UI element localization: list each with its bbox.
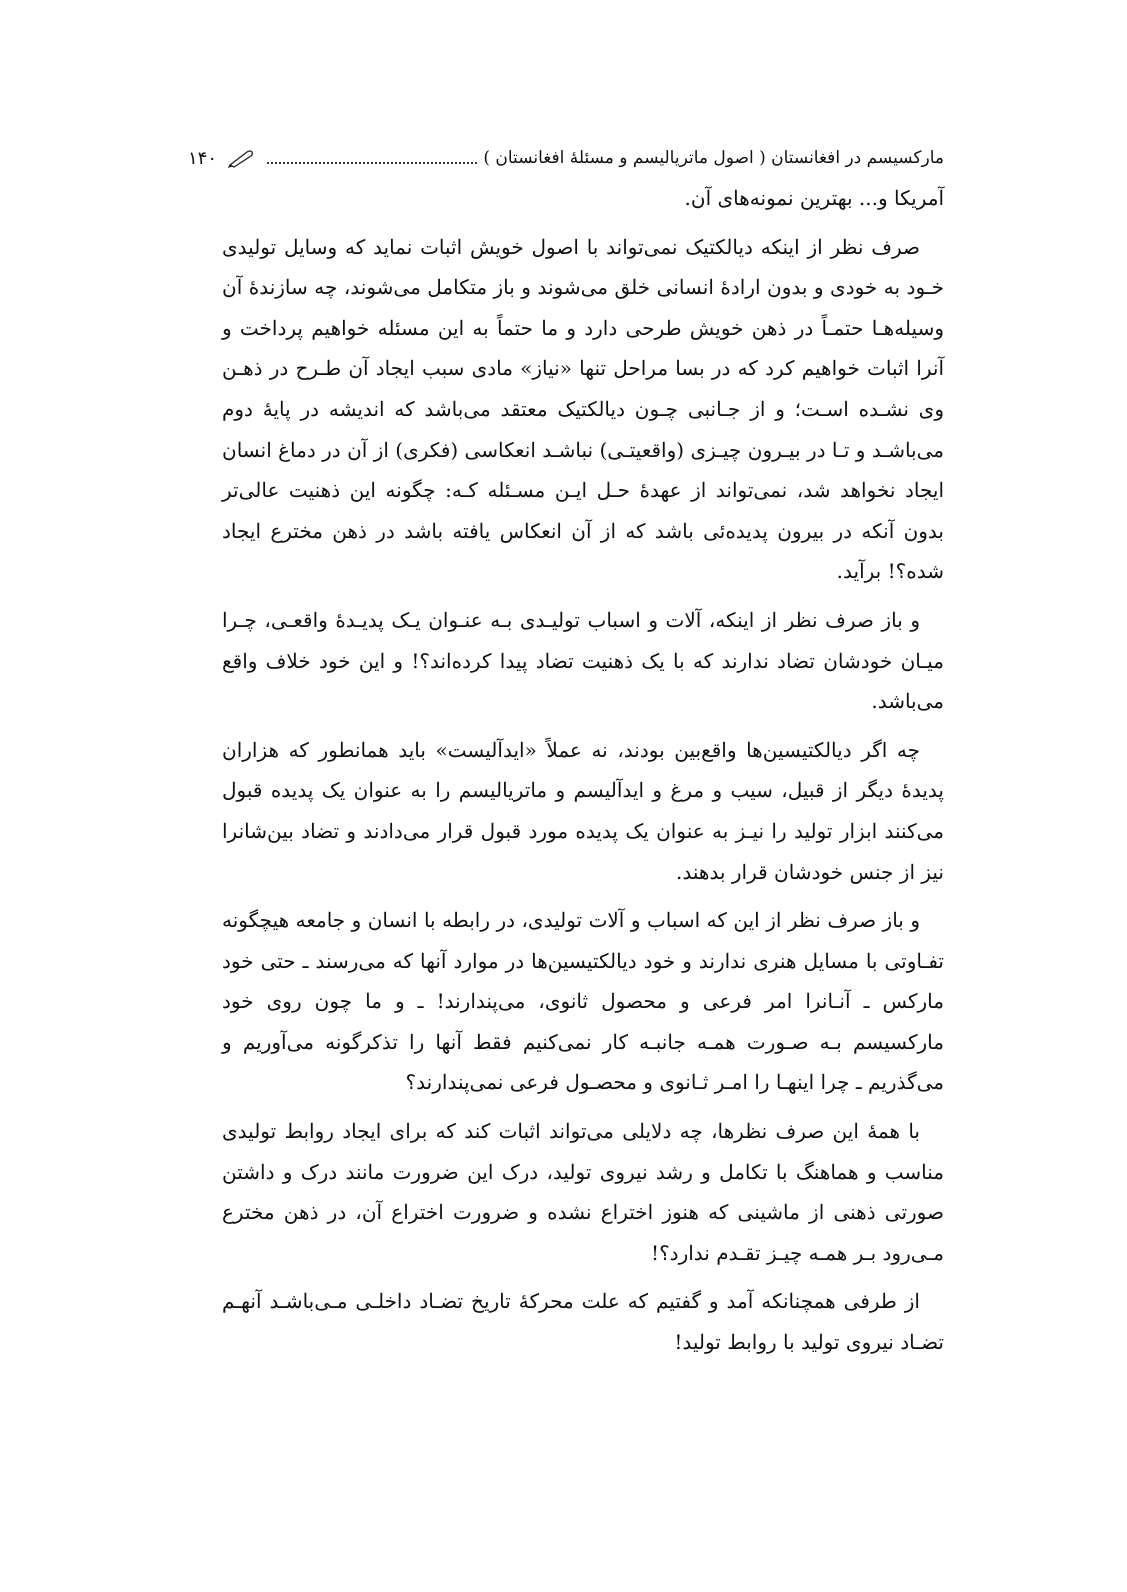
body-text	[222, 178, 944, 1371]
paragraph: با همهٔ این صرف نظرها، چه دلایلی می‌تواند اثبات کند که برای ایجاد روابط تولیدی مناسب و هماهنگ با تکامل و رشد نیروی تولید، درک این ضرورت مانند درک و داشتن صورتی ذهنی از ماشینی که هنوز اختراع نشده و ضرورت اختراع آن، در ذهن مخترع مـی‌رود بـر همـه چیـز تقـدم ندارد؟!	[222, 1119, 944, 1265]
paragraph: آمریکا و... بهترین نمونه‌های آن.	[684, 186, 944, 210]
page-number: ۱۴۰	[188, 147, 218, 169]
paragraph: و باز صرف نظر از این که اسباب و آلات تولیدی، در رابطه با انسان و جامعه هیچگونه تفـاوتی با مسایل هنری ندارند و خود دیالکتیسین‌ها در موارد آنها که می‌رسند ـ حتی خود مارکس ـ آنـانرا امر فرعی و محصول ثانوی، می‌پندارند! ـ و ما چون روی خود مارکسیسم بـه صـورت همـه جانبـه کار نمی‌کنیم فقط آنها را تذکرگونه می‌آوریم و می‌گذریم ـ چرا اینهـا را امـر ثـانوی و محصـول فرعی نمی‌پندارند؟	[222, 908, 944, 1095]
paragraph: و باز صرف نظر از اینکه، آلات و اسباب تولیـدی بـه عنـوان یـک پدیـدهٔ واقعـی، چـرا میـان خودشان تضاد ندارند که با یک ذهنیت تضاد پیدا کرده‌اند؟! و این خود خلاف واقع می‌باشد.	[222, 607, 944, 714]
paragraph: از طرفی همچنانکه آمد و گفتیم که علت محرکهٔ تاریخ تضـاد داخلـی مـی‌باشـد آنهـم تضـاد نیروی تولید با روابط تولید!	[222, 1289, 944, 1355]
paragraph: صرف نظر از اینکه دیالکتیک نمی‌تواند با اصول خویش اثبات نماید که وسایل تولیدی خـود به خودی و بدون ارادهٔ انسانی خلق می‌شوند و باز متکامل می‌شوند، چه سازندهٔ آن وسیله‌هـا حتمـاً در ذهن خویش طرحی دارد و ما حتماً به این مسئله خواهیم پرداخت و آنرا اثبات خواهیم کرد که در بسا مراحل تنها «نیاز» مادی سبب ایجاد آن طـرح در ذهـن وی نشـده اسـت؛ و از جـانبی چـون دیالکتیک معتقد می‌باشد که اندیشه در پایهٔ دوم می‌باشـد و تـا در بیـرون چیـزی (واقعیتـی) نباشـد انعکاسی (فکری) از آن در دماغ انسان ایجاد نخواهد شد، نمی‌تواند از عهدهٔ حـل ایـن مسـئله کـه: چگونه این ذهنیت عالی‌تر بدون آنکه در بیرون پدیده‌ئی باشد که از آن انعکاس یافته باشد در ذهن مخترع ایجاد شده؟! برآید.	[222, 234, 944, 584]
paragraph: چه اگر دیالکتیسین‌ها واقع‌بین بودند، نه عملاً «ایدآلیست» باید همانطور که هزاران پدیدهٔ دیگر از قبیل، سیب و مرغ و ایدآلیسم و ماتریالیسم را به عنوان یک پدیده قبول می‌کنند ابزار تولید را نیـز به عنوان یک پدیده مورد قبول قرار می‌دادند و تضاد بین‌شانرا نیز از جنس خودشان قرار بدهند.	[222, 737, 944, 884]
pen-icon	[227, 148, 255, 168]
running-header	[188, 142, 944, 174]
dotted-leader	[267, 152, 477, 164]
running-title: مارکسیسم در افغانستان ( اصول ماتریالیسم و مسئلهٔ افغانستان )	[483, 148, 944, 168]
